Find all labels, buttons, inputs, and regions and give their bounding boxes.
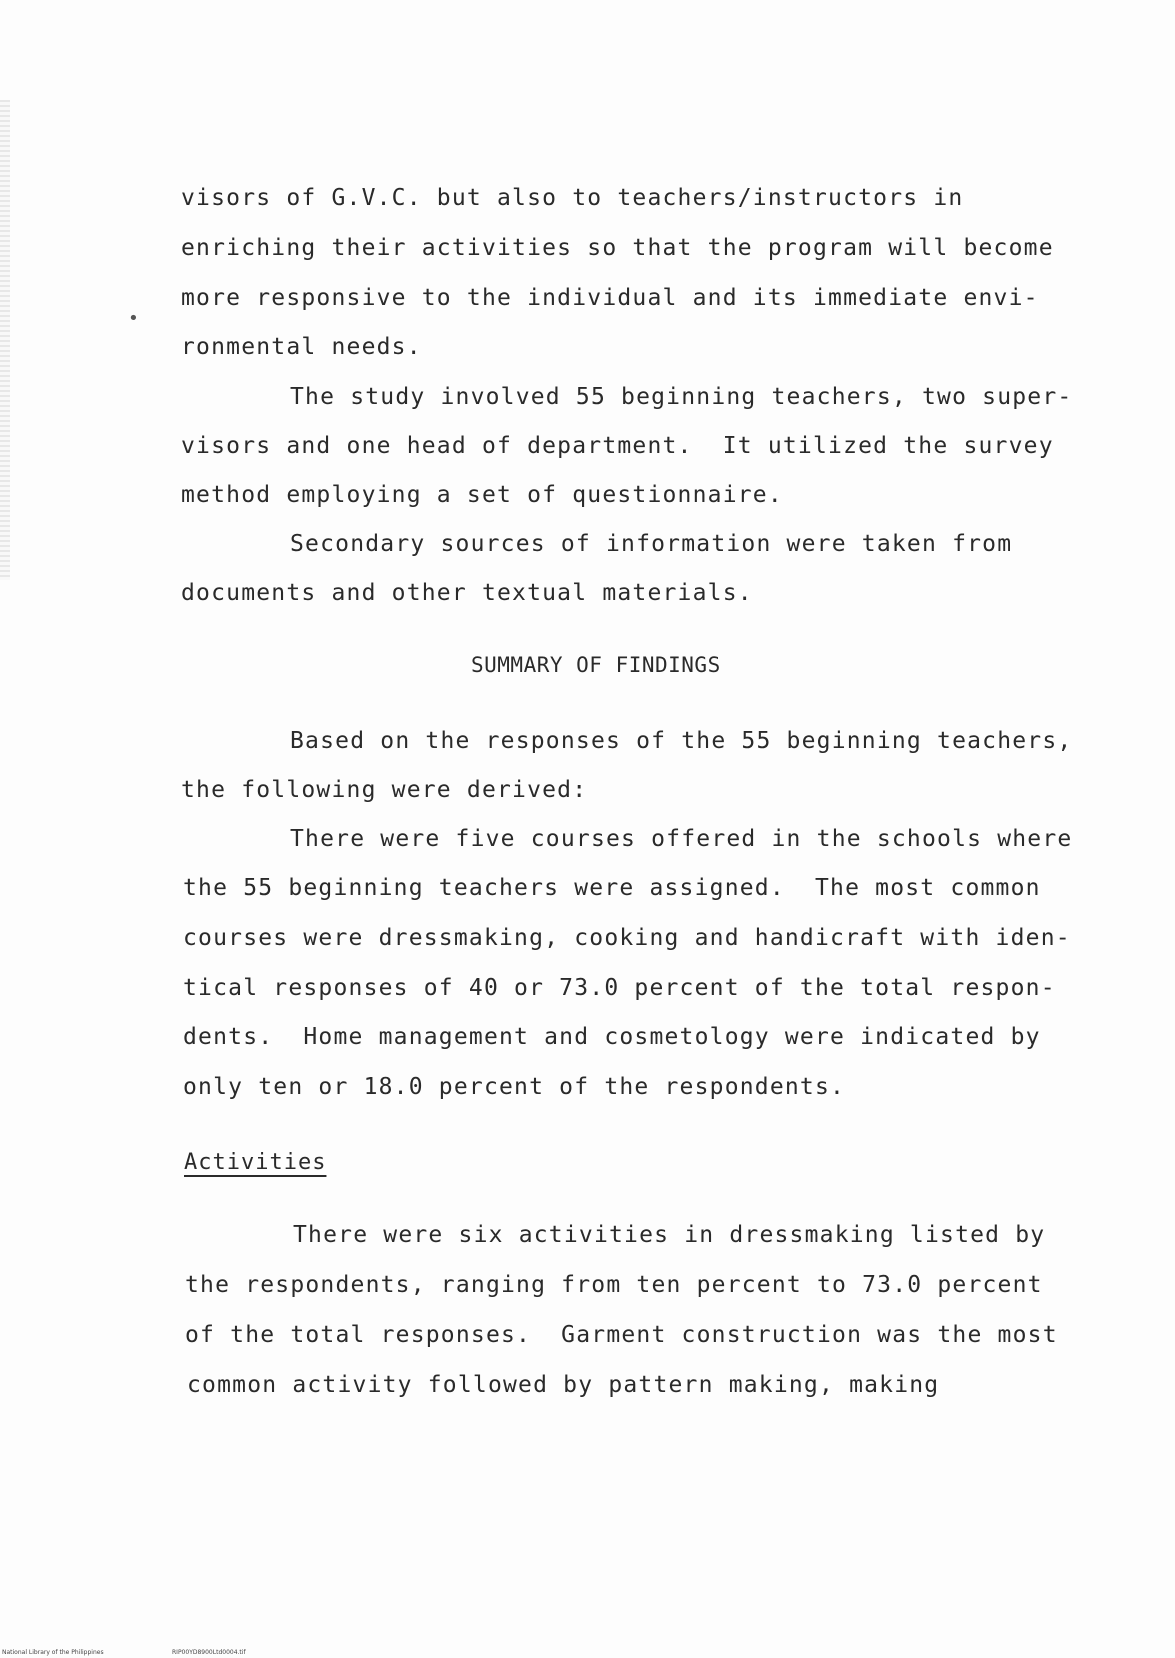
text-line: method employing a set of questionnaire.: [181, 482, 783, 508]
section-heading: SUMMARY OF FINDINGS: [471, 653, 721, 677]
footer-library-name: National Library of the Philippines: [2, 1649, 104, 1656]
text-line: more responsive to the individual and its immediate envi-: [181, 285, 1039, 311]
text-line: The study involved 55 beginning teachers, two super-: [290, 384, 1073, 410]
text-line: common activity followed by pattern making, making: [187, 1372, 940, 1398]
text-line: courses were dressmaking, cooking and handicraft with iden-: [183, 925, 1071, 951]
text-line: visors and one head of department. It utilized the survey: [181, 433, 1054, 459]
scan-edge-artifact: [0, 100, 10, 580]
text-line: visors of G.V.C. but also to teachers/instructors in: [181, 185, 964, 211]
margin-mark: •: [128, 308, 139, 329]
text-line: the respondents, ranging from ten percent to 73.0 percent: [185, 1272, 1043, 1298]
text-line: Secondary sources of information were taken from: [290, 531, 1013, 557]
text-line: There were six activities in dressmaking listed by: [293, 1222, 1046, 1248]
text-line: the 55 beginning teachers were assigned. The most common: [183, 875, 1041, 901]
text-line: documents and other textual materials.: [181, 580, 753, 606]
text-line: the following were derived:: [181, 777, 588, 803]
text-line: Based on the responses of the 55 beginning teachers,: [290, 728, 1073, 754]
text-line: dents. Home management and cosmetology were indicated by: [183, 1024, 1041, 1050]
text-line: tical responses of 40 or 73.0 percent of the total respon-: [183, 975, 1056, 1001]
footer-file-name: RIP00YD8900Ltd0004.tif: [172, 1649, 246, 1656]
text-line: only ten or 18.0 percent of the respondents.: [183, 1074, 846, 1100]
text-line: There were five courses offered in the schools where: [290, 826, 1073, 852]
text-line: enriching their activities so that the program will become: [181, 235, 1054, 261]
text-line: ronmental needs.: [181, 334, 422, 360]
subheading-activities: Activities: [184, 1150, 327, 1175]
text-line: of the total responses. Garment construction was the most: [185, 1322, 1058, 1348]
